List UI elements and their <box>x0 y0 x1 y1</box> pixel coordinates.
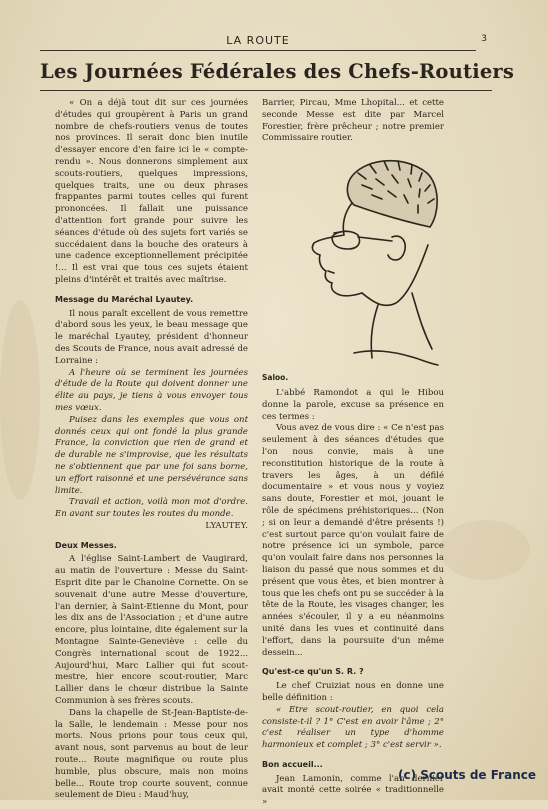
messes-paragraph: Dans la chapelle de St-Jean-Baptiste-de-la Salle, le lendemain : Messe pour nos morts. Nous prions pour tous ceux qui, avant nous, sont parvenus au bout de leur route... Route magnifique ou route plus humble, plus obscure, mais non moins belle... Route trop courte souvent, connue seulement de Dieu : Maud'huy, <box>55 707 248 801</box>
page-header <box>40 34 488 51</box>
lyautey-signature: LYAUTEY. <box>205 520 248 531</box>
portrait-sketch-illustration <box>262 153 442 368</box>
ramondot-intro: L'abbé Ramondot a qui le Hibou donne la parole, excuse sa présence en ces termes : <box>262 387 444 422</box>
intro-paragraph: « On a déjà tout dit sur ces journées d'études qui groupèrent à Paris un grand nombre de chefs-routiers venus de toutes nos provinces. Il serait donc bien inutile d'essayer encore d'en faire ici le « compte-rendu ». Nous donnerons simplement aux scouts-routiers, quelques impressions, quelques traits, une ou deux phrases frappantes parmi toutes celles qui furent prononcées. Il fallait une puissance d'attention fort grande pour suivre les séances d'étude où des sujets fort variés se succédaient dans la bouche des orateurs à une cadence exceptionnellement précipitée !... Il est vrai que tous ces sujets étaient pleins d'intérêt et traités avec maîtrise. <box>55 98 248 285</box>
section-heading-messes: Deux Messes. <box>55 540 117 550</box>
copyright-watermark: (c) Scouts de France <box>397 768 536 782</box>
page-number: 3 <box>481 34 488 44</box>
article-title: Les Journées Fédérales des Chefs-Routiers <box>40 60 492 91</box>
section-heading-lyautey: Message du Maréchal Lyautey. <box>55 294 194 304</box>
lyautey-quote: Travail et action, voilà mon mot d'ordre. En avant sur toutes les routes du monde. <box>55 497 248 520</box>
sr-intro: Le chef Cruiziat nous en donne une belle définition : <box>262 681 444 703</box>
ramondot-speech: Vous avez de vous dire : « Ce n'est pas seulement à des séances d'études que l'on nous convie, mais à une reconstitution historique de la route à travers les âges, à un défilé documentaire » et vous nous y voyiez sans doute, Forestier et moi, jouant le rôle de spécimens préhistoriques... (Non ; si on leur a demandé d'être présents !) c'est surtout parce qu'on voulait faire de notre présence ici un symbole, parce qu'on voulait faire dans nos personnes la liaison du passé que nous sommes et du présent que vous êtes, et bien montrer à tous que les chefs ont pu se succéder à la tête de la Route, les visages changer, les années s'écouler, il y a eu néanmoins unité dans les vues et continuité dans l'effort, dans la poursuite d'un même dessein... <box>262 423 444 658</box>
lyautey-quote: A l'heure où se terminent les journées d'étude de la Route qui doivent donner une élite au pays, je tiens à vous envoyer tous mes vœux. <box>55 367 248 413</box>
paper-stain <box>440 520 530 580</box>
magazine-name: LA ROUTE <box>226 34 290 47</box>
lyautey-quote: Puisez dans les exemples que vous ont donnés ceux qui ont fondé la plus grande France, la conviction que rien de grand et de durable ne s'improvise, que les résultats ne s'obtiennent que par une foi sans borne, un effort raisonné et une persévérance sans limite. <box>55 414 248 496</box>
right-column <box>262 98 444 809</box>
left-column <box>55 98 248 802</box>
paper-stain <box>0 300 40 500</box>
sr-definition-quote: « Etre scout-routier, en quoi cela consiste-t-il ? 1° C'est en avoir l'âme ; 2° c'est réaliser un type d'homme harmonieux et complet ; 3° c'est servir ». <box>262 704 444 751</box>
section-heading-accueil: Bon accueil... <box>262 759 323 769</box>
lyautey-intro: Il nous paraît excellent de vous remettre d'abord sous les yeux, le beau message que le maréchal Lyautey, président d'honneur des Scouts de France, nous avait adressé de Lorraine : <box>55 308 248 366</box>
messes-paragraph: A l'église Saint-Lambert de Vaugirard, au matin de l'ouverture : Messe du Saint-Esprit dite par le Chanoine Cornette. On se souvenait d'une autre Messe d'ouverture, l'an dernier, à Saint-Etienne du Mont, pour les dix ans de l'Association ; et d'une autre encore, plus lointaine, dite également sur la Montagne Sainte-Geneviève : celle du Congrès international scout de 1922... Aujourd'hui, Marc Lallier qui fut scout-mestre, hier encore scout-routier, Marc Lallier dans le chœur distribue la Sainte Communion à ses frères scouts. <box>55 554 248 707</box>
accueil-paragraph: Jean Lamonin, comme l'an dernier avait monté cette soirée « traditionnelle » <box>262 773 444 808</box>
section-heading-sr: Qu'est-ce qu'un S. R. ? <box>262 667 364 677</box>
illustration-caption: Saloo. <box>262 373 289 383</box>
continuation-paragraph: Barrier, Pircau, Mme Lhopital... et cette seconde Messe est dite par Marcel Forestier, frère prêcheur ; notre premier Commissaire routier. <box>262 98 444 144</box>
